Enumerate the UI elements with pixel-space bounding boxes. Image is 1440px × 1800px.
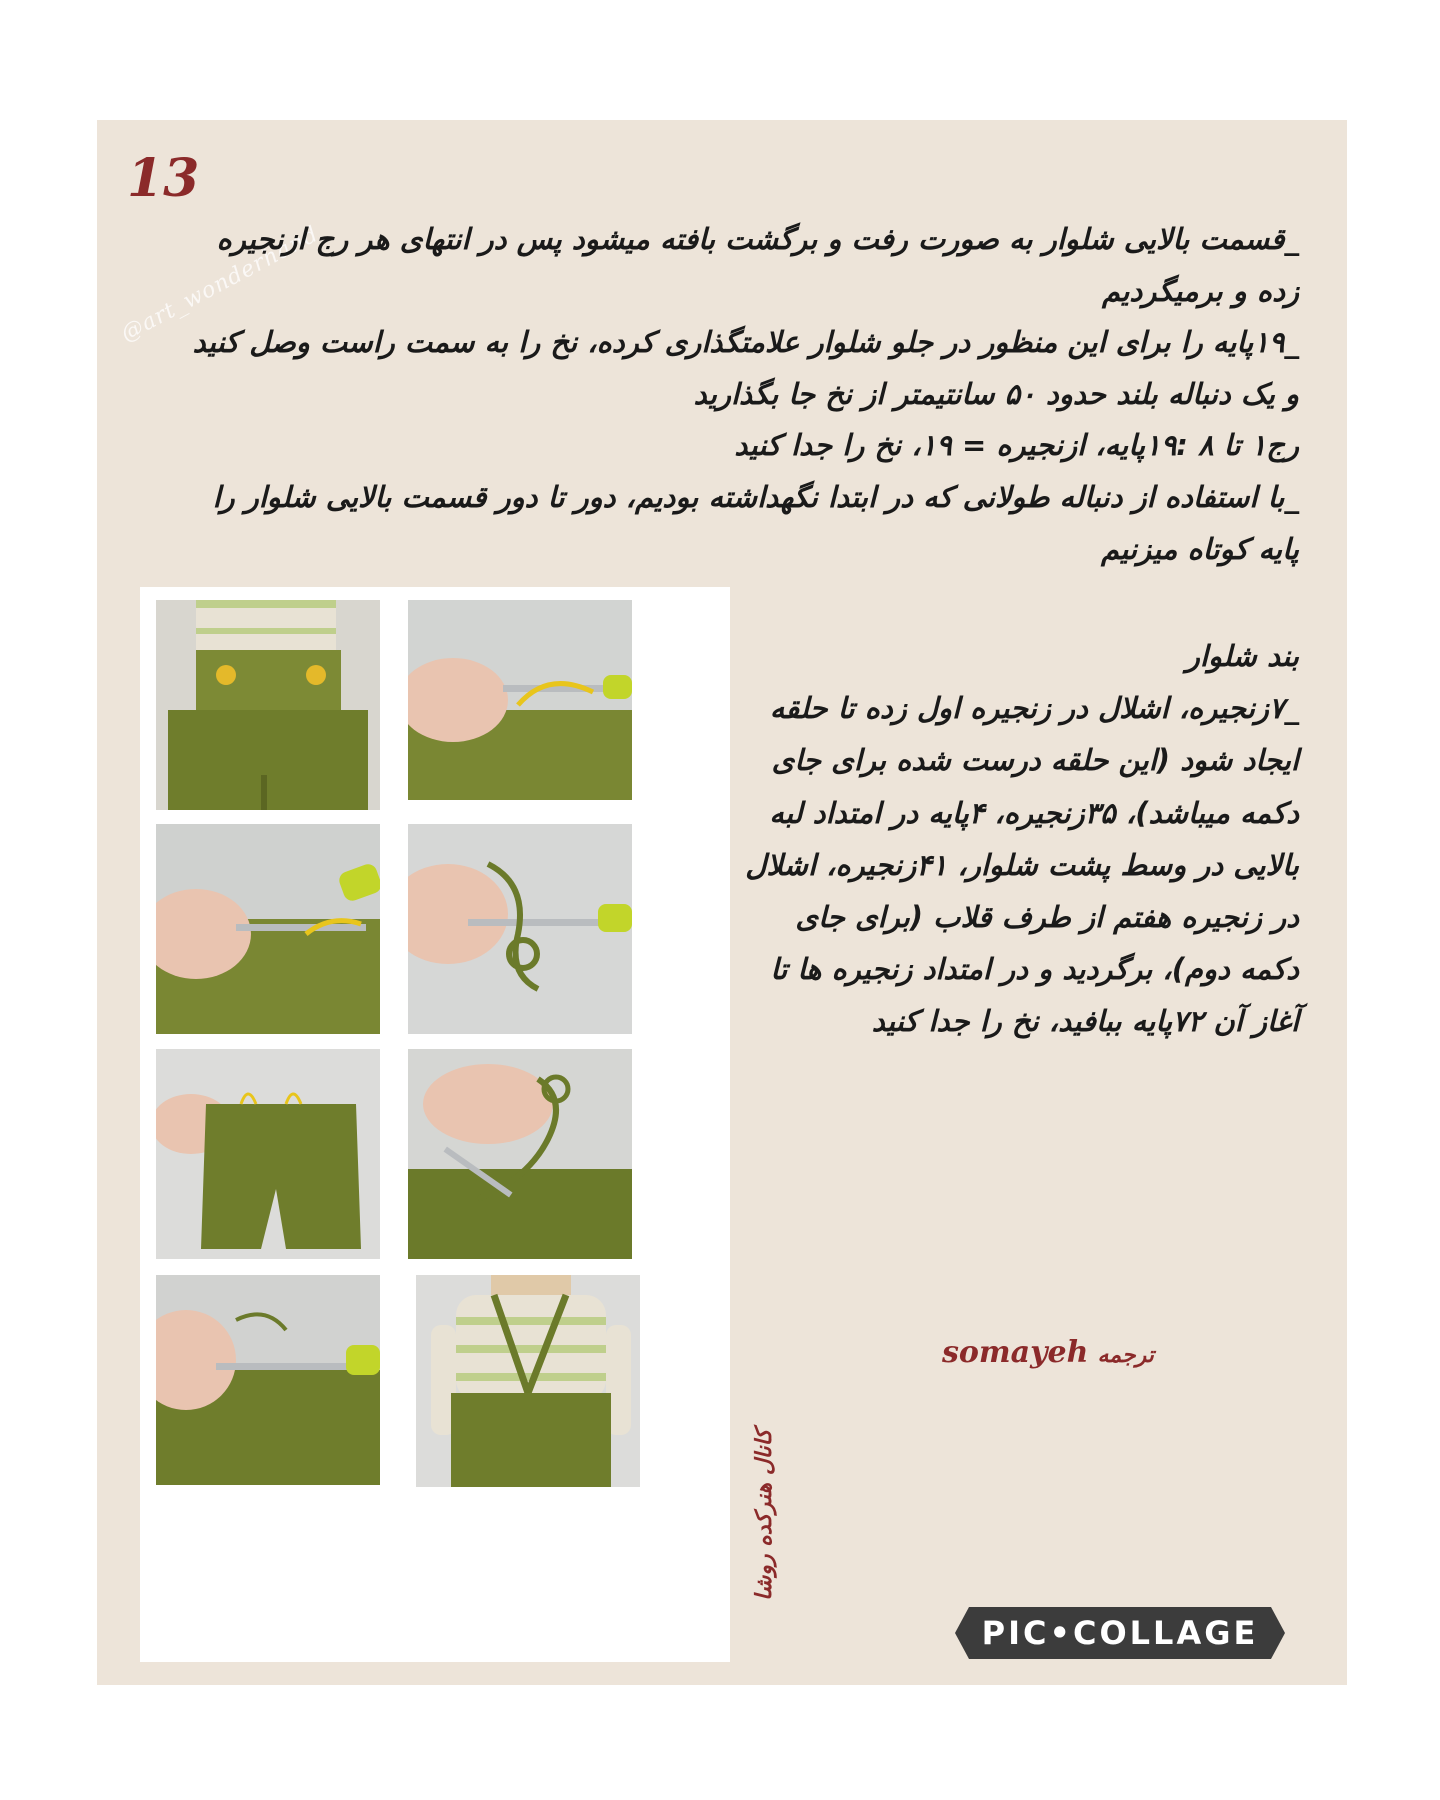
photo-strap-chain-loop [408,824,632,1034]
photo-overall-front-buttons [156,600,380,810]
photo-grid [140,587,730,1662]
instruction-paragraph: _۱۹پایه را برای این منظور در جلو شلوار علامتگذاری کرده، نخ را به سمت راست وصل کنید و یک دنباله بلند حدود ۵۰ سانتیمتر از نخ جا بگذارید [192,325,1299,411]
pic-collage-logo [955,1607,1285,1659]
instruction-paragraph: رج۱ تا ۸ :۱۹پایه، ازنجیره = ۱۹، نخ را جدا کنید [734,428,1299,463]
translator-credit [942,1335,1154,1370]
step-number: 13 [127,148,200,209]
instructions-strap [739,630,1299,1048]
photo-strap-attach [408,1049,632,1259]
photo-doll-back-straps [416,1275,640,1487]
instruction-paragraph: _قسمت بالایی شلوار به صورت رفت و برگشت بافته میشود پس در انتهای هر رج ازنجیره زده و برمیگردیم [216,222,1299,308]
watermark-text: @art_wonderhand [117,221,323,348]
logo-text: PIC•COLLAGE [981,1614,1259,1652]
tutorial-card [97,120,1347,1685]
strap-instruction: _۷زنجیره، اشلال در زنجیره اول زده تا حلقه ایجاد شود (این حلقه درست شده برای جای دکمه میباشد)، ۳۵زنجیره، ۴پایه در امتداد لبه بالایی در وسط پشت شلوار، ۴۱زنجیره، اشلال در زنجیره هفتم از طرف قلاب (برای جای دکمه دوم)، برگردید و در امتداد زنجیره ها تا آغاز آن ۷۲پایه ببافید، نخ را جدا کنید [745,691,1299,1039]
photo-marker-hook [408,600,632,800]
credit-label: ترجمه [1097,1343,1154,1368]
strap-title: بند شلوار [1185,639,1299,673]
credit-name: somayeh [942,1335,1089,1370]
instructions-main [169,214,1299,575]
photo-hook-pull-yarn [156,824,380,1034]
channel-name: کانال هنرکده روشا [752,1429,777,1601]
photo-edge-single-crochet [156,1275,380,1485]
photo-shorts-markers [156,1049,380,1259]
instruction-paragraph: _با استفاده از دنباله طولانی که در ابتدا نگهداشته بودیم، دور تا دور قسمت بالایی شلوار را پایه کوتاه میزنیم [212,480,1299,566]
